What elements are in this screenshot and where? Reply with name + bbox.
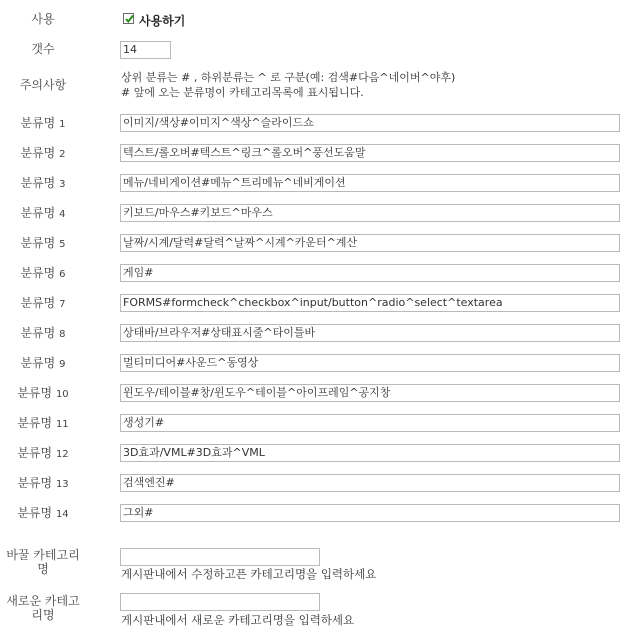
- category-label-text: 분류명: [20, 266, 56, 280]
- check-mark-icon: [124, 13, 135, 25]
- category-input[interactable]: 윈도우/테이블#창/윈도우^테이블^아이프레임^공지창: [120, 384, 620, 402]
- category-input[interactable]: 이미지/색상#이미지^색상^슬라이드쇼: [120, 114, 620, 132]
- category-label-text: 분류명: [17, 476, 53, 490]
- category-row: [0, 234, 637, 254]
- category-row: [0, 354, 637, 374]
- new-category-label-line2: 리명: [31, 608, 55, 622]
- category-label: [0, 386, 86, 402]
- category-number: 2: [59, 149, 66, 160]
- category-row: [0, 264, 637, 284]
- category-input[interactable]: 상태바/브라우저#상태표시줄^타이틀바: [120, 324, 620, 342]
- category-label: [0, 266, 86, 282]
- category-number: 9: [59, 359, 66, 370]
- category-label-text: 분류명: [20, 116, 56, 130]
- category-label-text: 분류명: [20, 236, 56, 250]
- category-row: [0, 414, 637, 434]
- rename-input[interactable]: [120, 548, 320, 566]
- category-label-text: 분류명: [20, 356, 56, 370]
- category-input[interactable]: 그외#: [120, 504, 620, 522]
- category-label-text: 분류명: [20, 296, 56, 310]
- new-category-help: 게시판내에서 새로운 카테고리명을 입력하세요: [121, 613, 355, 627]
- notice-label: 주의사항: [19, 78, 67, 92]
- category-row: [0, 204, 637, 224]
- category-row: [0, 444, 637, 464]
- notice-row: [0, 70, 637, 102]
- rename-label-line2: 명: [37, 562, 49, 576]
- rename-help: 게시판내에서 수정하고픈 카테고리명을 입력하세요: [121, 567, 377, 581]
- category-number: 11: [55, 419, 69, 430]
- category-input[interactable]: 텍스트/롤오버#텍스트^링크^롤오버^풍선도움말: [120, 144, 620, 162]
- count-label: 갯수: [31, 42, 55, 56]
- category-row: [0, 144, 637, 164]
- category-row: [0, 324, 637, 344]
- category-label: [0, 236, 86, 252]
- category-label-text: 분류명: [20, 326, 56, 340]
- new-category-label-line1: 새로운 카테고: [6, 594, 80, 608]
- category-label: [0, 356, 86, 372]
- category-label: [0, 506, 86, 522]
- category-number: 12: [55, 449, 69, 460]
- rename-label: [0, 548, 86, 576]
- category-input[interactable]: 검색엔진#: [120, 474, 620, 492]
- category-row: [0, 504, 637, 524]
- use-checkbox-label[interactable]: 사용하기: [139, 14, 186, 28]
- category-number: 5: [59, 239, 66, 250]
- category-label-text: 분류명: [17, 386, 53, 400]
- category-number: 3: [59, 179, 66, 190]
- count-input[interactable]: 14: [120, 41, 171, 59]
- category-row: [0, 114, 637, 134]
- category-label: [0, 296, 86, 312]
- category-label: [0, 446, 86, 462]
- use-checkbox[interactable]: [123, 13, 134, 24]
- category-label: [0, 116, 86, 132]
- notice-text-line2: # 앞에 오는 분류명이 카테고리목록에 표시됩니다.: [121, 86, 364, 99]
- category-label: [0, 176, 86, 192]
- category-number: 1: [59, 119, 66, 130]
- count-row: [0, 41, 637, 61]
- use-row: [0, 11, 637, 31]
- new-category-label: [0, 594, 86, 622]
- category-input[interactable]: 게임#: [120, 264, 620, 282]
- category-number: 4: [59, 209, 66, 220]
- category-input[interactable]: 멀티미디어#사운드^동영상: [120, 354, 620, 372]
- category-number: 7: [59, 299, 66, 310]
- category-input[interactable]: FORMS#formcheck^checkbox^input/button^radio^select^textarea: [120, 294, 620, 312]
- category-number: 6: [59, 269, 66, 280]
- category-label: [0, 416, 86, 432]
- category-number: 10: [55, 389, 69, 400]
- new-category-input[interactable]: [120, 593, 320, 611]
- category-input[interactable]: 키보드/마우스#키보드^마우스: [120, 204, 620, 222]
- category-input[interactable]: 생성기#: [120, 414, 620, 432]
- new-category-row: [0, 591, 637, 631]
- category-label: [0, 146, 86, 162]
- category-label: [0, 476, 86, 492]
- category-input[interactable]: 날짜/시계/달력#달력^날짜^시계^카운터^계산: [120, 234, 620, 252]
- category-number: 14: [55, 509, 69, 520]
- category-label-text: 분류명: [17, 416, 53, 430]
- rename-row: [0, 546, 637, 586]
- category-input[interactable]: 3D효과/VML#3D효과^VML: [120, 444, 620, 462]
- category-label-text: 분류명: [20, 146, 56, 160]
- notice-text-line1: 상위 분류는 # , 하위분류는 ^ 로 구분(예: 검색#다음^네이버^야후): [121, 71, 456, 84]
- category-number: 8: [59, 329, 66, 340]
- category-input[interactable]: 메뉴/네비게이션#메뉴^트리메뉴^네비게이션: [120, 174, 620, 192]
- use-label: 사용: [31, 12, 55, 26]
- category-label-text: 분류명: [20, 206, 56, 220]
- category-number: 13: [55, 479, 69, 490]
- category-row: [0, 384, 637, 404]
- category-label: [0, 326, 86, 342]
- category-row: [0, 294, 637, 314]
- category-label: [0, 206, 86, 222]
- category-label-text: 분류명: [17, 446, 53, 460]
- category-label-text: 분류명: [20, 176, 56, 190]
- category-row: [0, 174, 637, 194]
- category-label-text: 분류명: [17, 506, 53, 520]
- category-row: [0, 474, 637, 494]
- rename-label-line1: 바꿀 카테고리: [6, 548, 80, 562]
